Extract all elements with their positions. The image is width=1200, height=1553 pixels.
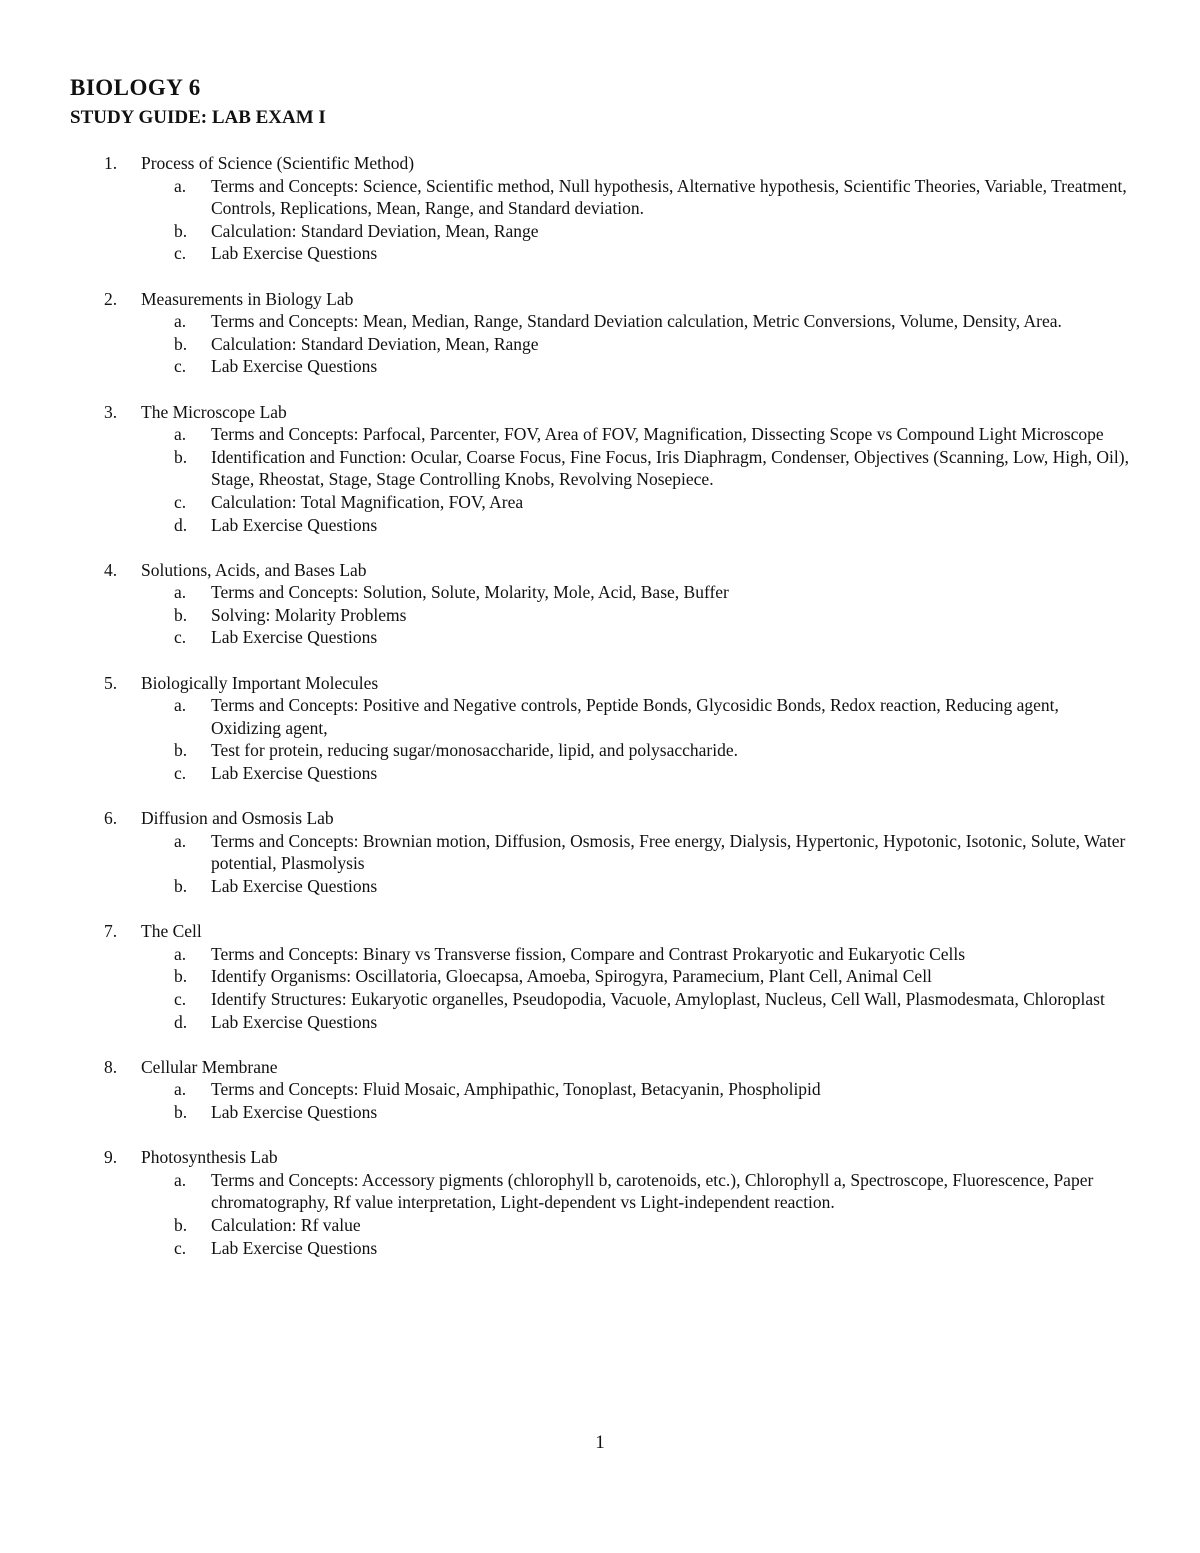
item-text: Terms and Concepts: Mean, Median, Range, Standard Deviation calculation, Metric Conversions, Volume, Density, Area.	[211, 311, 1062, 332]
item-letter: c.	[174, 356, 187, 377]
outline-item	[0, 1078, 1131, 1101]
item-text: Calculation: Rf value	[211, 1214, 361, 1235]
item-letter: b.	[174, 1101, 188, 1122]
outline-section	[0, 559, 1200, 649]
outline-item	[0, 581, 1131, 604]
outline-item	[0, 988, 1131, 1011]
item-letter: b.	[174, 876, 188, 896]
outline-item	[0, 514, 1131, 537]
section-number: 6.	[104, 808, 118, 829]
item-text: Identify Organisms: Oscillatoria, Gloecapsa, Amoeba, Spirogyra, Paramecium, Plant Cell, Animal Cell	[211, 966, 932, 987]
item-letter: a.	[174, 175, 187, 196]
study-guide-outline	[0, 152, 1200, 1282]
outline-item	[0, 446, 1131, 491]
item-letter: d.	[174, 1011, 188, 1032]
outline-item	[0, 943, 1131, 966]
item-text: Solving: Molarity Problems	[211, 604, 407, 625]
item-letter: c.	[174, 491, 187, 512]
item-text: Terms and Concepts: Science, Scientific method, Null hypothesis, Alternative hypothesis, Scientific Theories, Variable, Treatment, Controls, Replications, Mean, Range, and Standard deviation.	[211, 175, 1127, 219]
outline-item	[0, 739, 1131, 762]
item-letter: c.	[174, 627, 187, 648]
item-text: Calculation: Standard Deviation, Mean, Range	[211, 333, 539, 354]
item-letter: a.	[174, 830, 187, 851]
item-text: Lab Exercise Questions	[211, 356, 378, 377]
item-letter: b.	[174, 446, 188, 467]
page-number: 1	[595, 1432, 605, 1453]
section-title: Biologically Important Molecules	[141, 672, 379, 693]
section-heading	[0, 807, 1200, 830]
section-title: The Microscope Lab	[141, 401, 287, 422]
item-text: Terms and Concepts: Brownian motion, Diffusion, Osmosis, Free energy, Dialysis, Hypertonic, Hypotonic, Isotonic, Solute, Water potential, Plasmolysis	[211, 830, 1126, 874]
item-text: Test for protein, reducing sugar/monosaccharide, lipid, and polysaccharide.	[211, 740, 738, 761]
outline-item	[0, 310, 1131, 333]
outline-item	[0, 1169, 1131, 1214]
item-letter: b.	[174, 220, 188, 241]
outline-section	[0, 920, 1200, 1033]
item-letter: c.	[174, 1237, 187, 1258]
item-text: Terms and Concepts: Parfocal, Parcenter, FOV, Area of FOV, Magnification, Dissecting Scope vs Compound Light Microscope	[211, 424, 1104, 445]
outline-item	[0, 175, 1131, 220]
item-text: Terms and Concepts: Binary vs Transverse fission, Compare and Contrast Prokaryotic and Eukaryotic Cells	[211, 943, 966, 964]
section-heading	[0, 152, 1200, 175]
item-letter: a.	[174, 424, 187, 445]
section-heading	[0, 672, 1200, 695]
item-letter: c.	[174, 243, 187, 264]
section-title: Cellular Membrane	[141, 1056, 278, 1077]
outline-item	[0, 333, 1131, 356]
section-heading	[0, 1056, 1200, 1079]
item-text: Calculation: Total Magnification, FOV, Area	[211, 491, 524, 512]
item-text: Lab Exercise Questions	[211, 627, 378, 648]
outline-item	[0, 355, 1131, 378]
section-heading	[0, 288, 1200, 311]
item-letter: b.	[174, 1214, 188, 1235]
outline-item	[0, 242, 1131, 265]
outline-item	[0, 965, 1131, 988]
item-text: Identification and Function: Ocular, Coarse Focus, Fine Focus, Iris Diaphragm, Condenser, Objectives (Scanning, Low, High, Oil), Stage, Rheostat, Stage, Stage Controlling Knobs, Revolving Nosepiece.	[211, 446, 1129, 490]
item-text: Lab Exercise Questions	[211, 763, 378, 784]
outline-section	[0, 288, 1200, 378]
item-text: Lab Exercise Questions	[211, 876, 378, 896]
item-letter: b.	[174, 740, 188, 761]
section-number: 2.	[104, 288, 118, 309]
item-text: Terms and Concepts: Positive and Negative controls, Peptide Bonds, Glycosidic Bonds, Redox reaction, Reducing agent, Oxidizing agent,	[211, 695, 1059, 738]
outline-section	[0, 672, 1200, 785]
outline-section	[0, 401, 1200, 537]
outline-item	[0, 1237, 1131, 1260]
outline-item	[0, 604, 1131, 627]
outline-item	[0, 491, 1131, 514]
outline-item	[0, 1011, 1131, 1034]
outline-item	[0, 1214, 1131, 1237]
document-subtitle: STUDY GUIDE: LAB EXAM I	[70, 107, 326, 128]
item-letter: a.	[174, 311, 187, 332]
item-letter: c.	[174, 988, 187, 1009]
outline-item	[0, 762, 1131, 785]
outline-item	[0, 694, 1131, 739]
outline-item	[0, 423, 1131, 446]
section-number: 8.	[104, 1056, 118, 1077]
section-number: 5.	[104, 672, 118, 693]
section-title: The Cell	[141, 921, 202, 942]
document-title: BIOLOGY 6	[70, 75, 201, 100]
section-number: 3.	[104, 401, 118, 422]
item-text: Identify Structures: Eukaryotic organelles, Pseudopodia, Vacuole, Amyloplast, Nucleus, Cell Wall, Plasmodesmata, Chloroplast	[211, 988, 1105, 1009]
section-title: Diffusion and Osmosis Lab	[141, 808, 334, 829]
outline-section	[0, 1056, 1200, 1124]
section-number: 4.	[104, 559, 118, 580]
outline-item	[0, 220, 1131, 243]
item-letter: b.	[174, 604, 188, 625]
item-letter: a.	[174, 695, 187, 716]
item-letter: a.	[174, 1169, 187, 1190]
outline-section	[0, 807, 1200, 897]
item-text: Lab Exercise Questions	[211, 1101, 378, 1122]
item-letter: d.	[174, 514, 188, 535]
section-title: Solutions, Acids, and Bases Lab	[141, 559, 367, 580]
section-number: 9.	[104, 1147, 118, 1168]
item-text: Terms and Concepts: Fluid Mosaic, Amphipathic, Tonoplast, Betacyanin, Phospholipid	[211, 1079, 821, 1100]
section-number: 1.	[104, 153, 118, 173]
item-text: Lab Exercise Questions	[211, 514, 378, 535]
item-letter: c.	[174, 763, 187, 784]
outline-section	[0, 152, 1200, 265]
item-letter: a.	[174, 943, 187, 964]
outline-item	[0, 875, 1131, 898]
outline-item	[0, 1101, 1131, 1124]
outline-item	[0, 830, 1131, 875]
outline-item	[0, 626, 1131, 649]
item-text: Lab Exercise Questions	[211, 1011, 378, 1032]
item-letter: a.	[174, 1079, 187, 1100]
item-letter: b.	[174, 966, 188, 987]
item-text: Calculation: Standard Deviation, Mean, Range	[211, 220, 539, 241]
section-title: Measurements in Biology Lab	[141, 288, 354, 309]
item-text: Lab Exercise Questions	[211, 243, 378, 264]
item-text: Lab Exercise Questions	[211, 1237, 378, 1258]
item-text: Terms and Concepts: Accessory pigments (chlorophyll b, carotenoids, etc.), Chlorophyll a, Spectroscope, Fluorescence, Paper chromatography, Rf value interpretation, Light-dependent vs Light-independent reaction.	[211, 1169, 1094, 1213]
section-heading	[0, 1146, 1200, 1169]
item-letter: b.	[174, 333, 188, 354]
section-heading	[0, 401, 1200, 424]
section-heading	[0, 920, 1200, 943]
section-heading	[0, 559, 1200, 582]
section-title: Photosynthesis Lab	[141, 1147, 278, 1168]
outline-section	[0, 1146, 1200, 1259]
section-number: 7.	[104, 921, 118, 942]
section-title: Process of Science (Scientific Method)	[141, 153, 415, 173]
item-text: Terms and Concepts: Solution, Solute, Molarity, Mole, Acid, Base, Buffer	[211, 582, 729, 603]
item-letter: a.	[174, 582, 187, 603]
